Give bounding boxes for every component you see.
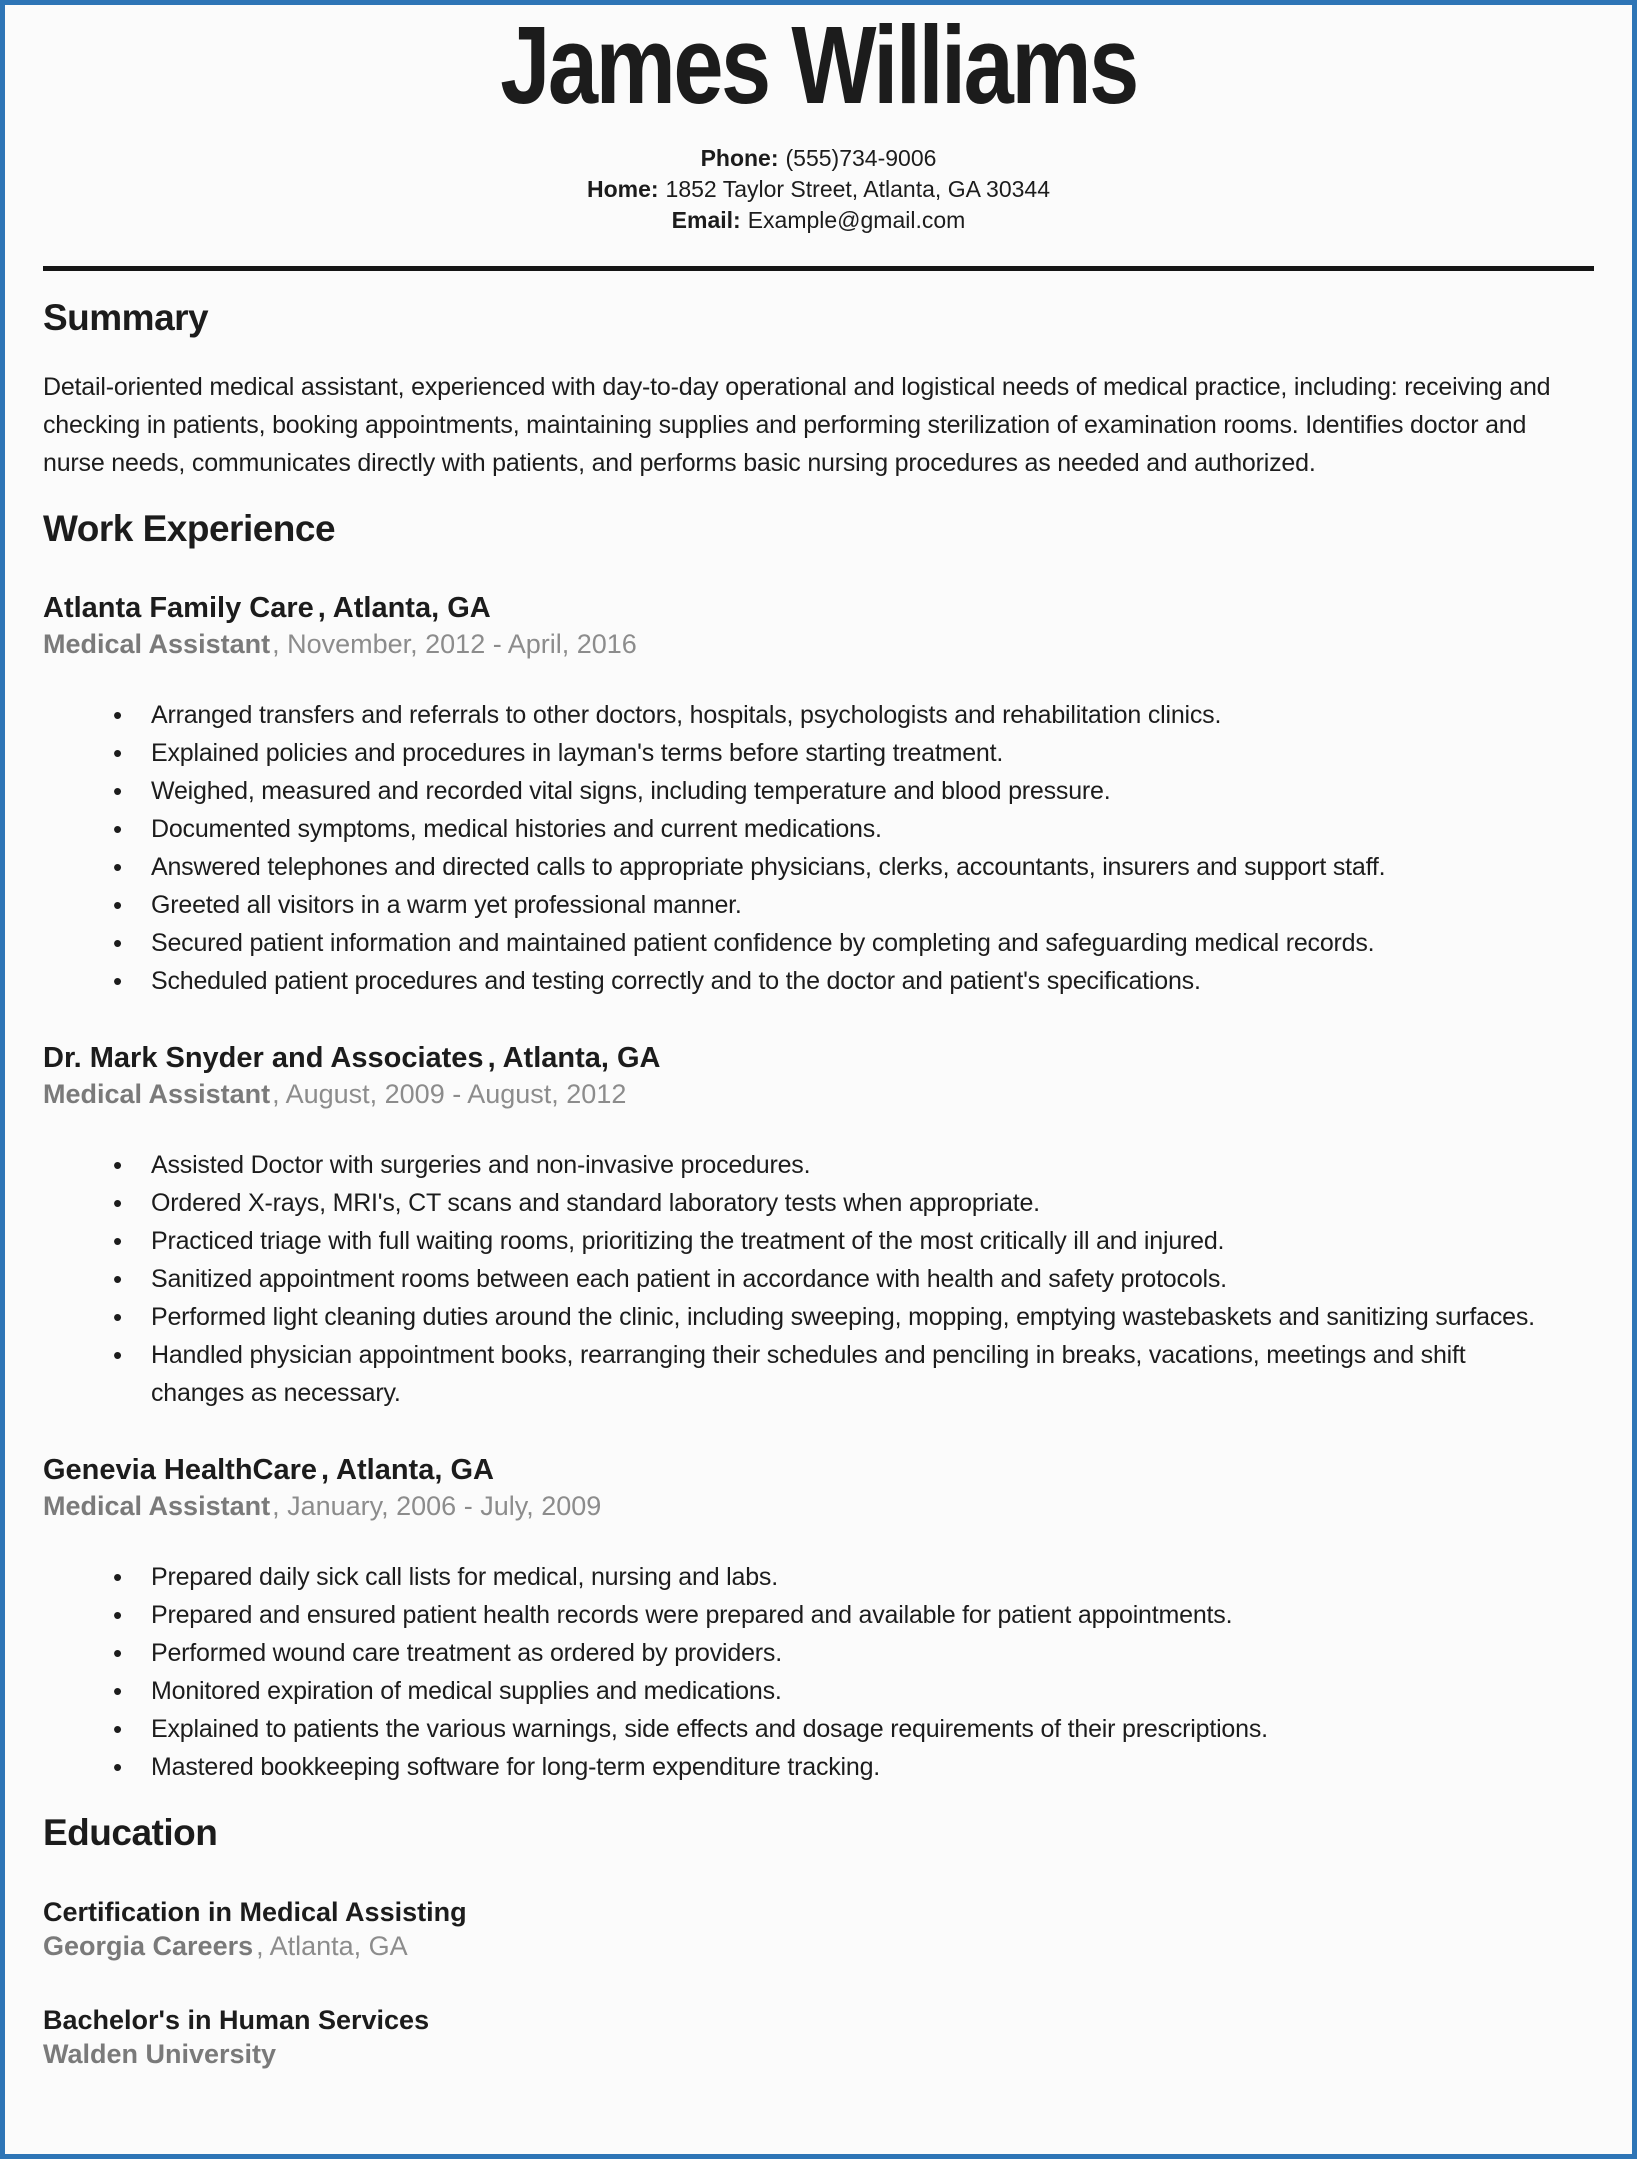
section-heading-education: Education bbox=[43, 1812, 218, 1854]
job-header bbox=[43, 1040, 1594, 1076]
school-location: , Atlanta, GA bbox=[256, 1930, 408, 1961]
bullet-item: • Sanitized appointment rooms between each patient in accordance with health and safety protocols. bbox=[43, 1260, 1563, 1298]
education-entry bbox=[43, 2003, 1594, 2071]
bullet-item: • Explained policies and procedures in layman's terms before starting treatment. bbox=[43, 734, 1563, 772]
bullet-item: • Practiced triage with full waiting rooms, prioritizing the treatment of the most critically ill and injured. bbox=[43, 1222, 1563, 1260]
email-label: Email: bbox=[671, 207, 741, 233]
contact-line-email bbox=[43, 205, 1594, 236]
job-entry bbox=[43, 1452, 1594, 1786]
bullet-item: • Greeted all visitors in a warm yet professional manner. bbox=[43, 886, 1563, 924]
job-subtitle bbox=[43, 1488, 1594, 1524]
bullet-item: • Ordered X-rays, MRI's, CT scans and standard laboratory tests when appropriate. bbox=[43, 1184, 1563, 1222]
job-bullet-list bbox=[43, 696, 1594, 1000]
bullet-item: • Monitored expiration of medical supplies and medications. bbox=[43, 1672, 1563, 1710]
job-dates: , August, 2009 - August, 2012 bbox=[272, 1079, 627, 1110]
summary-paragraph: Detail-oriented medical assistant, experienced with day-to-day operational and logistical needs of medical practice, including: receiving and checking in patients, booking appointments, maintaining supplies and performing sterilization of examination rooms. Identifies doctor and nurse needs, communicates directly with patients, and performs basic nursing procedures as needed and authorized. bbox=[43, 372, 1551, 477]
job-title: Medical Assistant bbox=[43, 1079, 271, 1110]
phone-value: (555)734-9006 bbox=[785, 145, 937, 171]
company-location: , Atlanta, GA bbox=[321, 1454, 494, 1487]
degree-name: Certification in Medical Assisting bbox=[43, 1896, 467, 1927]
bullet-item: • Assisted Doctor with surgeries and non-invasive procedures. bbox=[43, 1146, 1563, 1184]
phone-label: Phone: bbox=[700, 145, 779, 171]
section-heading-summary: Summary bbox=[43, 297, 209, 338]
bullet-item: • Prepared daily sick call lists for medical, nursing and labs. bbox=[43, 1558, 1563, 1596]
bullet-item: • Explained to patients the various warnings, side effects and dosage requirements of their prescriptions. bbox=[43, 1710, 1563, 1748]
bullet-item: • Arranged transfers and referrals to other doctors, hospitals, psychologists and rehabilitation clinics. bbox=[43, 696, 1563, 734]
job-header bbox=[43, 1452, 1594, 1488]
school-line bbox=[43, 2037, 1594, 2071]
degree-name: Bachelor's in Human Services bbox=[43, 2004, 430, 2035]
job-title: Medical Assistant bbox=[43, 1491, 271, 1522]
job-entry bbox=[43, 590, 1594, 1000]
company-location: , Atlanta, GA bbox=[487, 1042, 661, 1075]
job-subtitle bbox=[43, 1076, 1594, 1112]
company-location: , Atlanta, GA bbox=[317, 592, 491, 625]
bullet-item: • Performed wound care treatment as ordered by providers. bbox=[43, 1634, 1563, 1672]
bullet-item: • Weighed, measured and recorded vital signs, including temperature and blood pressure. bbox=[43, 772, 1563, 810]
bullet-item: • Documented symptoms, medical histories and current medications. bbox=[43, 810, 1563, 848]
company-name: Dr. Mark Snyder and Associates bbox=[43, 1042, 484, 1075]
job-dates: , January, 2006 - July, 2009 bbox=[272, 1491, 602, 1522]
company-name: Genevia HealthCare bbox=[43, 1454, 318, 1487]
job-header bbox=[43, 590, 1594, 626]
contact-line-home bbox=[43, 174, 1594, 205]
bullet-item: • Performed light cleaning duties around the clinic, including sweeping, mopping, emptying wastebaskets and sanitizing surfaces. bbox=[43, 1298, 1563, 1336]
school-name: Walden University bbox=[43, 2038, 277, 2069]
contact-line-phone bbox=[43, 143, 1594, 174]
job-subtitle bbox=[43, 626, 1594, 662]
school-name: Georgia Careers bbox=[43, 1930, 254, 1961]
email-value: Example@gmail.com bbox=[747, 207, 966, 233]
job-bullet-list bbox=[43, 1146, 1594, 1412]
school-line bbox=[43, 1929, 1594, 1963]
home-value: 1852 Taylor Street, Atlanta, GA 30344 bbox=[665, 176, 1050, 202]
home-label: Home: bbox=[586, 176, 659, 202]
contact-block bbox=[43, 143, 1594, 236]
job-title: Medical Assistant bbox=[43, 629, 271, 660]
resume-name: James Williams bbox=[500, 4, 1137, 127]
bullet-item: • Scheduled patient procedures and testing correctly and to the doctor and patient's specifications. bbox=[43, 962, 1563, 1000]
job-dates: , November, 2012 - April, 2016 bbox=[272, 629, 637, 660]
bullet-item: • Mastered bookkeeping software for long-term expenditure tracking. bbox=[43, 1748, 1563, 1786]
bullet-item: • Secured patient information and maintained patient confidence by completing and safeguarding medical records. bbox=[43, 924, 1563, 962]
bullet-item: • Prepared and ensured patient health records were prepared and available for patient appointments. bbox=[43, 1596, 1563, 1634]
job-bullet-list bbox=[43, 1558, 1594, 1786]
job-entry bbox=[43, 1040, 1594, 1412]
education-entry bbox=[43, 1895, 1594, 1963]
bullet-item: • Answered telephones and directed calls to appropriate physicians, clerks, accountants, insurers and support staff. bbox=[43, 848, 1563, 886]
bullet-item: • Handled physician appointment books, rearranging their schedules and penciling in breaks, vacations, meetings and shift changes as necessary. bbox=[43, 1336, 1563, 1412]
company-name: Atlanta Family Care bbox=[43, 592, 314, 625]
section-heading-work-experience: Work Experience bbox=[43, 507, 336, 549]
divider-rule bbox=[43, 266, 1594, 271]
